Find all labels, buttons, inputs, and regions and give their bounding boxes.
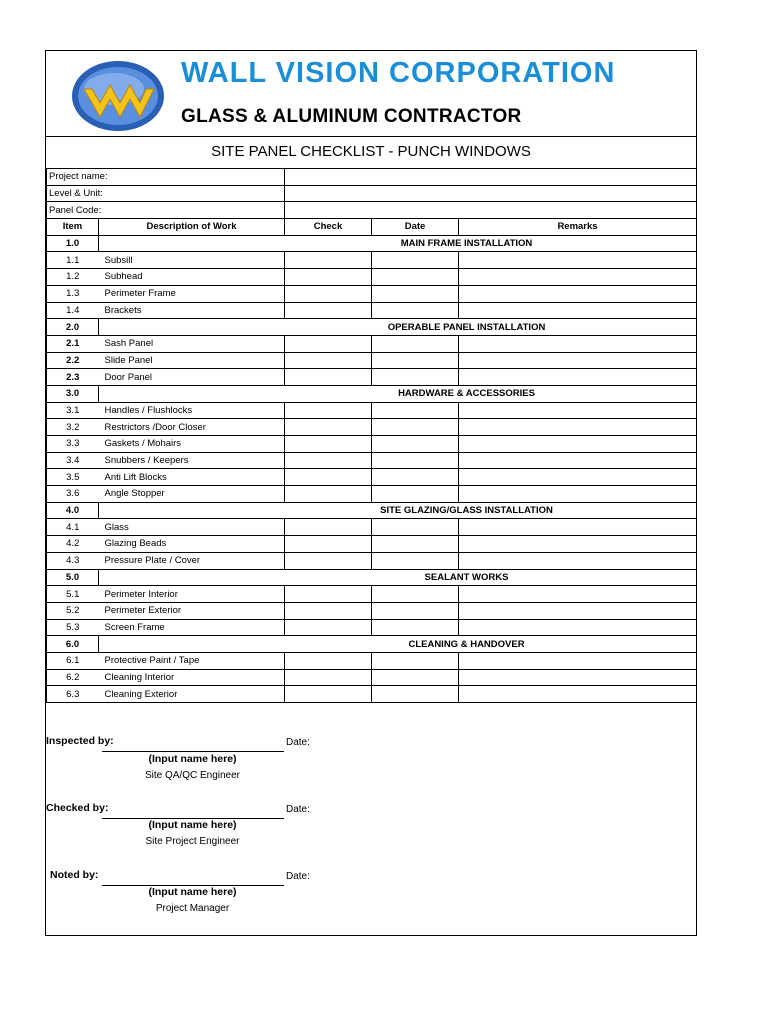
checked-date-label: Date: bbox=[286, 804, 310, 815]
item-number: 3.1 bbox=[47, 402, 99, 419]
item-description: Screen Frame bbox=[99, 619, 285, 636]
info-row-project bbox=[47, 169, 697, 186]
check-cell[interactable] bbox=[285, 436, 372, 453]
check-cell[interactable] bbox=[285, 586, 372, 603]
item-number: 3.3 bbox=[47, 436, 99, 453]
item-description: Glazing Beads bbox=[99, 536, 285, 553]
item-number: 6.2 bbox=[47, 669, 99, 686]
check-cell[interactable] bbox=[285, 419, 372, 436]
checklist-row bbox=[47, 486, 697, 503]
remarks-cell[interactable] bbox=[459, 652, 697, 669]
item-number: 2.2 bbox=[47, 352, 99, 369]
section-number: 4.0 bbox=[47, 502, 99, 519]
date-cell[interactable] bbox=[372, 669, 459, 686]
date-cell[interactable] bbox=[372, 352, 459, 369]
check-cell[interactable] bbox=[285, 402, 372, 419]
remarks-cell[interactable] bbox=[459, 452, 697, 469]
item-number: 3.6 bbox=[47, 486, 99, 503]
remarks-cell[interactable] bbox=[459, 619, 697, 636]
inspected-role: Site QA/QC Engineer bbox=[144, 770, 241, 781]
date-cell[interactable] bbox=[372, 586, 459, 603]
remarks-cell[interactable] bbox=[459, 536, 697, 553]
date-cell[interactable] bbox=[372, 452, 459, 469]
item-description: Perimeter Interior bbox=[99, 586, 285, 603]
remarks-cell[interactable] bbox=[459, 302, 697, 319]
document-title: SITE PANEL CHECKLIST - PUNCH WINDOWS bbox=[46, 136, 696, 169]
section-number: 5.0 bbox=[47, 569, 99, 586]
remarks-cell[interactable] bbox=[459, 469, 697, 486]
item-number: 2.3 bbox=[47, 369, 99, 386]
inspected-by-line[interactable] bbox=[102, 751, 284, 752]
item-description: Perimeter Frame bbox=[99, 285, 285, 302]
item-description: Handles / Flushlocks bbox=[99, 402, 285, 419]
date-cell[interactable] bbox=[372, 369, 459, 386]
check-cell[interactable] bbox=[285, 486, 372, 503]
item-number: 3.4 bbox=[47, 452, 99, 469]
item-description: Brackets bbox=[99, 302, 285, 319]
checklist-row bbox=[47, 436, 697, 453]
item-number: 6.1 bbox=[47, 652, 99, 669]
date-cell[interactable] bbox=[372, 302, 459, 319]
remarks-cell[interactable] bbox=[459, 269, 697, 286]
item-description: Door Panel bbox=[99, 369, 285, 386]
date-cell[interactable] bbox=[372, 402, 459, 419]
remarks-cell[interactable] bbox=[459, 335, 697, 352]
checked-by-label: Checked by: bbox=[46, 802, 109, 814]
check-cell[interactable] bbox=[285, 669, 372, 686]
checklist-row bbox=[47, 519, 697, 536]
remarks-cell[interactable] bbox=[459, 402, 697, 419]
item-number: 2.1 bbox=[47, 335, 99, 352]
section-row bbox=[47, 636, 697, 653]
check-cell[interactable] bbox=[285, 536, 372, 553]
checklist-table bbox=[46, 168, 697, 703]
check-cell[interactable] bbox=[285, 302, 372, 319]
item-number: 1.1 bbox=[47, 252, 99, 269]
check-cell[interactable] bbox=[285, 452, 372, 469]
signature-block bbox=[46, 706, 696, 936]
remarks-cell[interactable] bbox=[459, 252, 697, 269]
noted-name: (Input name here) bbox=[148, 886, 237, 898]
col-item: Item bbox=[47, 219, 99, 236]
column-header-row bbox=[47, 219, 697, 236]
col-remarks: Remarks bbox=[459, 219, 697, 236]
remarks-cell[interactable] bbox=[459, 352, 697, 369]
item-description: Cleaning Exterior bbox=[99, 686, 285, 703]
remarks-cell[interactable] bbox=[459, 519, 697, 536]
noted-date-label: Date: bbox=[286, 871, 310, 882]
item-description: Protective Paint / Tape bbox=[99, 652, 285, 669]
item-description: Pressure Plate / Cover bbox=[99, 552, 285, 569]
remarks-cell[interactable] bbox=[459, 669, 697, 686]
section-number: 6.0 bbox=[47, 636, 99, 653]
date-cell[interactable] bbox=[372, 686, 459, 703]
section-number: 3.0 bbox=[47, 385, 99, 402]
checklist-row bbox=[47, 469, 697, 486]
letterhead bbox=[46, 51, 696, 137]
col-date: Date bbox=[372, 219, 459, 236]
check-cell[interactable] bbox=[285, 335, 372, 352]
panel-code-label: Panel Code: bbox=[47, 202, 285, 219]
inspected-by-label: Inspected by: bbox=[46, 735, 114, 747]
checklist-row bbox=[47, 402, 697, 419]
item-number: 1.3 bbox=[47, 285, 99, 302]
company-logo-icon bbox=[70, 59, 166, 133]
check-cell[interactable] bbox=[285, 269, 372, 286]
item-number: 5.2 bbox=[47, 602, 99, 619]
level-unit-field[interactable] bbox=[285, 185, 697, 202]
date-cell[interactable] bbox=[372, 602, 459, 619]
checklist-row bbox=[47, 285, 697, 302]
section-title: SEALANT WORKS bbox=[99, 569, 697, 586]
checklist-row bbox=[47, 619, 697, 636]
info-row-level bbox=[47, 185, 697, 202]
checklist-row bbox=[47, 369, 697, 386]
date-cell[interactable] bbox=[372, 536, 459, 553]
item-description: Perimeter Exterior bbox=[99, 602, 285, 619]
date-cell[interactable] bbox=[372, 285, 459, 302]
item-number: 3.5 bbox=[47, 469, 99, 486]
item-description: Cleaning Interior bbox=[99, 669, 285, 686]
checklist-row bbox=[47, 602, 697, 619]
date-cell[interactable] bbox=[372, 252, 459, 269]
company-name: WALL VISION CORPORATION bbox=[181, 57, 616, 89]
section-number: 1.0 bbox=[47, 235, 99, 252]
item-number: 5.3 bbox=[47, 619, 99, 636]
date-cell[interactable] bbox=[372, 486, 459, 503]
checked-name: (Input name here) bbox=[148, 819, 237, 831]
remarks-cell[interactable] bbox=[459, 552, 697, 569]
company-subtitle: GLASS & ALUMINUM CONTRACTOR bbox=[181, 106, 522, 127]
item-number: 6.3 bbox=[47, 686, 99, 703]
check-cell[interactable] bbox=[285, 469, 372, 486]
check-cell[interactable] bbox=[285, 686, 372, 703]
checked-role: Site Project Engineer bbox=[145, 836, 240, 847]
inspected-name: (Input name here) bbox=[148, 753, 237, 765]
section-number: 2.0 bbox=[47, 319, 99, 336]
checklist-row bbox=[47, 252, 697, 269]
section-title: SITE GLAZING/GLASS INSTALLATION bbox=[99, 502, 697, 519]
item-number: 3.2 bbox=[47, 419, 99, 436]
remarks-cell[interactable] bbox=[459, 369, 697, 386]
item-description: Gaskets / Mohairs bbox=[99, 436, 285, 453]
checklist-row bbox=[47, 586, 697, 603]
project-name-field[interactable] bbox=[285, 169, 697, 186]
checklist-row bbox=[47, 352, 697, 369]
check-cell[interactable] bbox=[285, 619, 372, 636]
item-number: 1.4 bbox=[47, 302, 99, 319]
checklist-row bbox=[47, 269, 697, 286]
noted-role: Project Manager bbox=[155, 903, 230, 914]
checklist-row bbox=[47, 669, 697, 686]
checklist-row bbox=[47, 686, 697, 703]
checklist-row bbox=[47, 652, 697, 669]
checklist-row bbox=[47, 302, 697, 319]
item-description: Slide Panel bbox=[99, 352, 285, 369]
date-cell[interactable] bbox=[372, 552, 459, 569]
info-row-panel bbox=[47, 202, 697, 219]
section-row bbox=[47, 319, 697, 336]
section-title: HARDWARE & ACCESSORIES bbox=[99, 385, 697, 402]
section-row bbox=[47, 385, 697, 402]
remarks-cell[interactable] bbox=[459, 586, 697, 603]
item-description: Sash Panel bbox=[99, 335, 285, 352]
item-description: Angle Stopper bbox=[99, 486, 285, 503]
remarks-cell[interactable] bbox=[459, 486, 697, 503]
section-row bbox=[47, 569, 697, 586]
item-description: Restrictors /Door Closer bbox=[99, 419, 285, 436]
date-cell[interactable] bbox=[372, 436, 459, 453]
remarks-cell[interactable] bbox=[459, 285, 697, 302]
section-title: OPERABLE PANEL INSTALLATION bbox=[99, 319, 697, 336]
remarks-cell[interactable] bbox=[459, 436, 697, 453]
date-cell[interactable] bbox=[372, 519, 459, 536]
section-row bbox=[47, 502, 697, 519]
check-cell[interactable] bbox=[285, 602, 372, 619]
inspected-date-label: Date: bbox=[286, 737, 310, 748]
level-unit-label: Level & Unit: bbox=[47, 185, 285, 202]
date-cell[interactable] bbox=[372, 419, 459, 436]
check-cell[interactable] bbox=[285, 352, 372, 369]
noted-by-label: Noted by: bbox=[50, 869, 99, 881]
project-name-label: Project name: bbox=[47, 169, 285, 186]
item-description: Subhead bbox=[99, 269, 285, 286]
check-cell[interactable] bbox=[285, 652, 372, 669]
check-cell[interactable] bbox=[285, 369, 372, 386]
date-cell[interactable] bbox=[372, 469, 459, 486]
date-cell[interactable] bbox=[372, 269, 459, 286]
checklist-row bbox=[47, 452, 697, 469]
item-description: Glass bbox=[99, 519, 285, 536]
date-cell[interactable] bbox=[372, 335, 459, 352]
checklist-row bbox=[47, 419, 697, 436]
remarks-cell[interactable] bbox=[459, 686, 697, 703]
item-description: Subsill bbox=[99, 252, 285, 269]
panel-code-field[interactable] bbox=[285, 202, 697, 219]
check-cell[interactable] bbox=[285, 252, 372, 269]
col-description: Description of Work bbox=[99, 219, 285, 236]
checklist-sheet bbox=[45, 50, 697, 936]
item-number: 4.2 bbox=[47, 536, 99, 553]
date-cell[interactable] bbox=[372, 619, 459, 636]
check-cell[interactable] bbox=[285, 519, 372, 536]
remarks-cell[interactable] bbox=[459, 602, 697, 619]
checklist-row bbox=[47, 335, 697, 352]
item-description: Anti Lift Blocks bbox=[99, 469, 285, 486]
section-row bbox=[47, 235, 697, 252]
item-description: Snubbers / Keepers bbox=[99, 452, 285, 469]
section-title: CLEANING & HANDOVER bbox=[99, 636, 697, 653]
col-check: Check bbox=[285, 219, 372, 236]
check-cell[interactable] bbox=[285, 285, 372, 302]
item-number: 1.2 bbox=[47, 269, 99, 286]
item-number: 5.1 bbox=[47, 586, 99, 603]
check-cell[interactable] bbox=[285, 552, 372, 569]
remarks-cell[interactable] bbox=[459, 419, 697, 436]
checklist-row bbox=[47, 536, 697, 553]
checklist-row bbox=[47, 552, 697, 569]
item-number: 4.1 bbox=[47, 519, 99, 536]
item-number: 4.3 bbox=[47, 552, 99, 569]
section-title: MAIN FRAME INSTALLATION bbox=[99, 235, 697, 252]
date-cell[interactable] bbox=[372, 652, 459, 669]
